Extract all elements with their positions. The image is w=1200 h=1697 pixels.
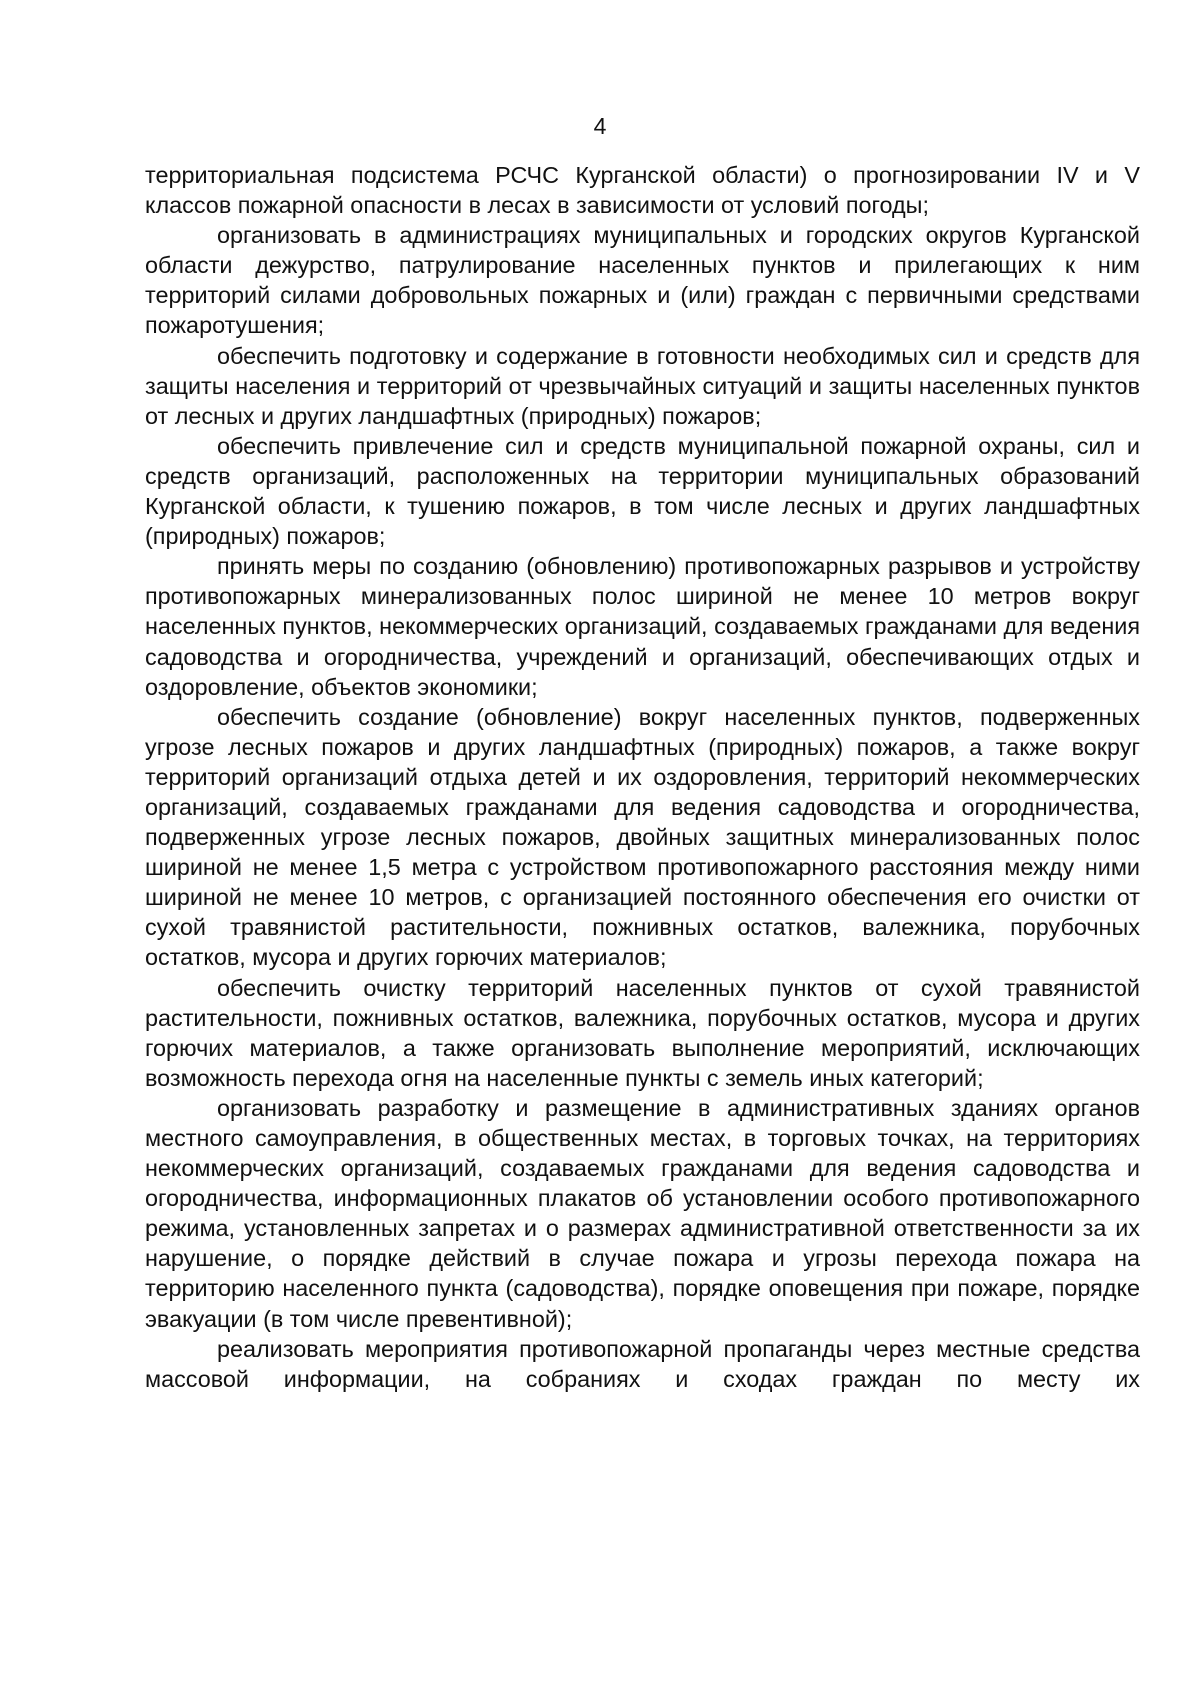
paragraph-firebreaks: принять меры по созданию (обновлению) противопожарных разрывов и устройству противопожарных минерализованных полос шириной не менее 10 метров вокруг населенных пунктов, некоммерческих организаций, создаваемых гражданами для ведения садоводства и огородничества, учреждений и организаций, обеспечивающих отдых и оздоровление, объектов экономики; [145, 553, 1140, 700]
paragraph-fire-propaganda: реализовать мероприятия противопожарной пропаганды через местные средства массовой информации, на собраниях и сходах граждан по месту их [145, 1335, 1140, 1392]
paragraph-continuation: территориальная подсистема РСЧС Курганской области) о прогнозировании IV и V классов пожарной опасности в лесах в зависимости от условий погоды; [145, 162, 1140, 219]
paragraph-information-posters: организовать разработку и размещение в административных зданиях органов местного самоуправления, в общественных местах, в торговых точках, на территориях некоммерческих организаций, создаваемых гражданами для ведения садоводства и огородничества, информационных плакатов об установлении особого противопожарного режима, установленных запретах и о размерах административной ответственности за их нарушение, о порядке действий в случае пожара и угрозы перехода пожара на территорию населенного пункта (садоводства), порядке оповещения при пожаре, порядке эвакуации (в том числе превентивной); [145, 1094, 1140, 1332]
page-number: 4 [593, 113, 607, 139]
paragraph-fire-protection-involvement: обеспечить привлечение сил и средств муниципальной пожарной охраны, сил и средств организаций, расположенных на территории муниципальных образований Курганской области, к тушению пожаров, в том числе лесных и других ландшафтных (природных) пожаров; [145, 432, 1140, 550]
paragraph-forces-readiness: обеспечить подготовку и содержание в готовности необходимых сил и средств для защиты населения и территорий от чрезвычайных ситуаций и защиты населенных пунктов от лесных и других ландшафтных (природных) пожаров; [145, 342, 1140, 429]
paragraph-double-strips: обеспечить создание (обновление) вокруг населенных пунктов, подверженных угрозе лесных пожаров и других ландшафтных (природных) пожаров, а также вокруг территорий организаций отдыха детей и их оздоровления, территорий некоммерческих организаций, создаваемых гражданами для ведения садоводства и огородничества, подверженных угрозе лесных пожаров, двойных защитных минерализованных полос шириной не менее 1,5 метра с устройством противопожарного расстояния между ними шириной не менее 10 метров, с организацией постоянного обеспечения его очистки от сухой травянистой растительности, пожнивных остатков, валежника, порубочных остатков, мусора и других горючих материалов; [145, 703, 1140, 971]
document-body [145, 160, 1140, 1394]
paragraph-territory-cleaning: обеспечить очистку территорий населенных пунктов от сухой травянистой растительности, пожнивных остатков, валежника, порубочных остатков, мусора и других горючих материалов, а также организовать выполнение мероприятий, исключающих возможность перехода огня на населенные пункты с земель иных категорий; [145, 974, 1140, 1091]
paragraph-duty-patrol: организовать в администрациях муниципальных и городских округов Курганской области дежурство, патрулирование населенных пунктов и прилегающих к ним территорий силами добровольных пожарных и (или) граждан с первичными средствами пожаротушения; [145, 222, 1140, 339]
